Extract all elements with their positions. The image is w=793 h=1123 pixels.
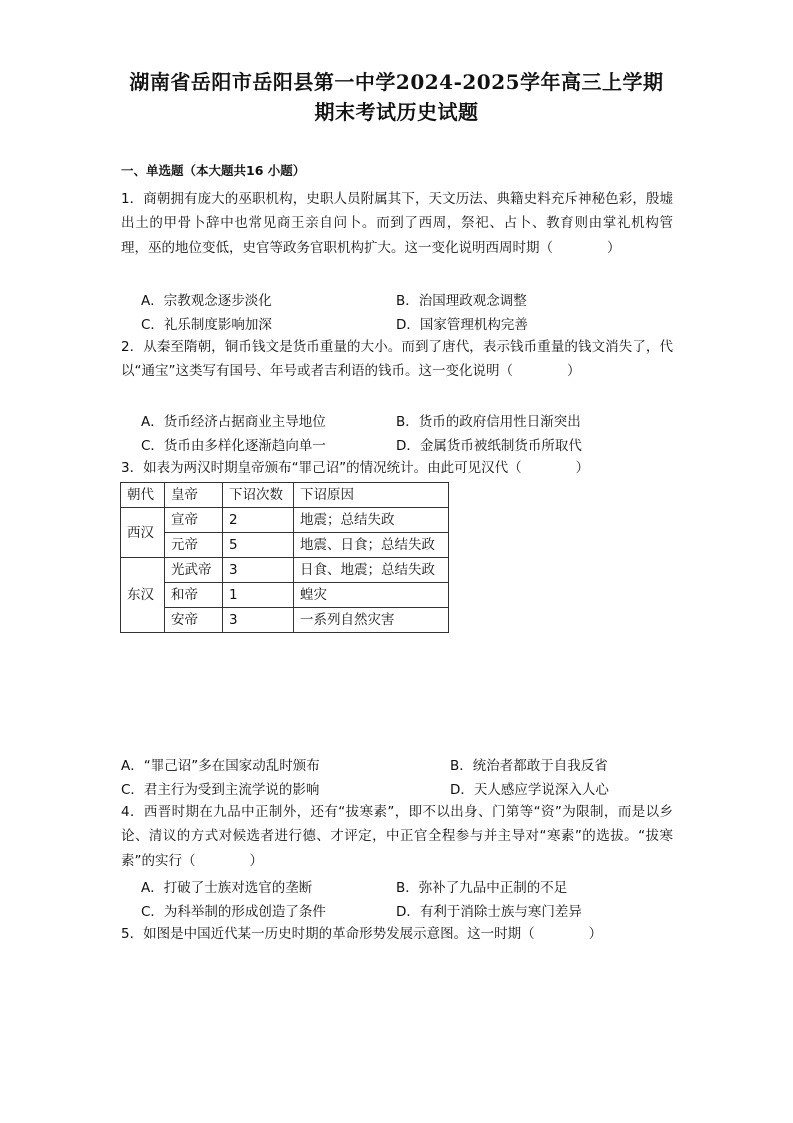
table-cell: 元帝	[165, 533, 223, 558]
question-5-stem: 5．如图是中国近代某一历史时期的革命形势发展示意图。这一时期（ ）	[121, 926, 603, 942]
table-cell: 3	[223, 608, 294, 633]
table-cell: 地震、日食；总结失政	[294, 533, 449, 558]
edict-statistics-table	[120, 482, 449, 633]
table-cell: 日食、地震；总结失政	[294, 558, 449, 583]
q1-option-d: D．国家管理机构完善	[396, 317, 528, 333]
table-header-cell: 皇帝	[165, 483, 223, 508]
table-cell: 3	[223, 558, 294, 583]
table-row	[121, 583, 449, 608]
q4-option-c: C．为科举制的形成创造了条件	[141, 904, 326, 920]
table-row	[121, 533, 449, 558]
table-cell: 光武帝	[165, 558, 223, 583]
question-1-stem: 1．商朝拥有庞大的巫职机构，史职人员附属其下，天文历法、典籍史料充斥神秘色彩，殷墟出土的甲骨卜辞中也常见商王亲自问卜。而到了西周，祭祀、占卜、教育则由掌礼机构管理，巫的地位变低，史官等政务官职机构扩大。这一变化说明西周时期（ ）	[121, 191, 673, 256]
q4-option-a: A．打破了士族对选官的垄断	[141, 880, 313, 896]
q3-option-a: A．“罪己诏”多在国家动乱时颁布	[121, 758, 320, 774]
q4-option-d: D．有利于消除士族与寒门差异	[396, 904, 582, 920]
table-header-cell: 下诏次数	[223, 483, 294, 508]
section-heading: 一、单选题（本大题共16 小题）	[121, 163, 306, 178]
dynasty-cell: 西汉	[121, 508, 165, 558]
q3-option-b: B．统治者都敢于自我反省	[450, 758, 608, 774]
table-cell: 地震；总结失政	[294, 508, 449, 533]
q2-option-c: C．货币由多样化逐渐趋向单一	[141, 438, 326, 454]
table-header-cell: 下诏原因	[294, 483, 449, 508]
table-cell: 2	[223, 508, 294, 533]
table-cell: 安帝	[165, 608, 223, 633]
q3-option-d: D．天人感应学说深入人心	[450, 782, 609, 798]
table-cell: 和帝	[165, 583, 223, 608]
q1-option-a: A．宗教观念逐步淡化	[141, 293, 272, 309]
q2-option-a: A．货币经济占据商业主导地位	[141, 414, 326, 430]
table-header-cell: 朝代	[121, 483, 165, 508]
question-2-stem: 2．从秦至隋朝，铜币钱文是货币重量的大小。而到了唐代，表示钱币重量的钱文消失了，代以“通宝”这类写有国号、年号或者吉利语的钱币。这一变化说明（ ）	[121, 339, 673, 380]
table-cell: 蝗灾	[294, 583, 449, 608]
question-4-stem: 4．西晋时期在九品中正制外，还有“拔寒素”，即不以出身、门第等“资”为限制，而是以乡论、清议的方式对候选者进行德、才评定，中正官全程参与并主导对“寒素”的选拔。“拔寒素”的实行（ ）	[121, 804, 673, 869]
q3-option-c: C．君主行为受到主流学说的影响	[121, 782, 320, 798]
table-row	[121, 558, 449, 583]
table-cell: 宣帝	[165, 508, 223, 533]
table-row	[121, 508, 449, 533]
dynasty-cell: 东汉	[121, 558, 165, 633]
table-row	[121, 608, 449, 633]
table-cell: 一系列自然灾害	[294, 608, 449, 633]
exam-title-line2: 期末考试历史试题	[314, 100, 479, 124]
table-cell: 1	[223, 583, 294, 608]
q1-option-b: B．治国理政观念调整	[396, 293, 527, 309]
question-3-stem: 3．如表为两汉时期皇帝颁布“罪己诏”的情况统计。由此可见汉代（ ）	[121, 460, 590, 476]
table-cell: 5	[223, 533, 294, 558]
q1-option-c: C．礼乐制度影响加深	[141, 317, 272, 333]
q2-option-d: D．金属货币被纸制货币所取代	[396, 438, 582, 454]
table-header-row	[121, 483, 449, 508]
exam-title-line1: 湖南省岳阳市岳阳县第一中学2024-2025学年高三上学期	[129, 70, 664, 94]
q2-option-b: B．货币的政府信用性日渐突出	[396, 414, 581, 430]
q4-option-b: B．弥补了九品中正制的不足	[396, 880, 568, 896]
